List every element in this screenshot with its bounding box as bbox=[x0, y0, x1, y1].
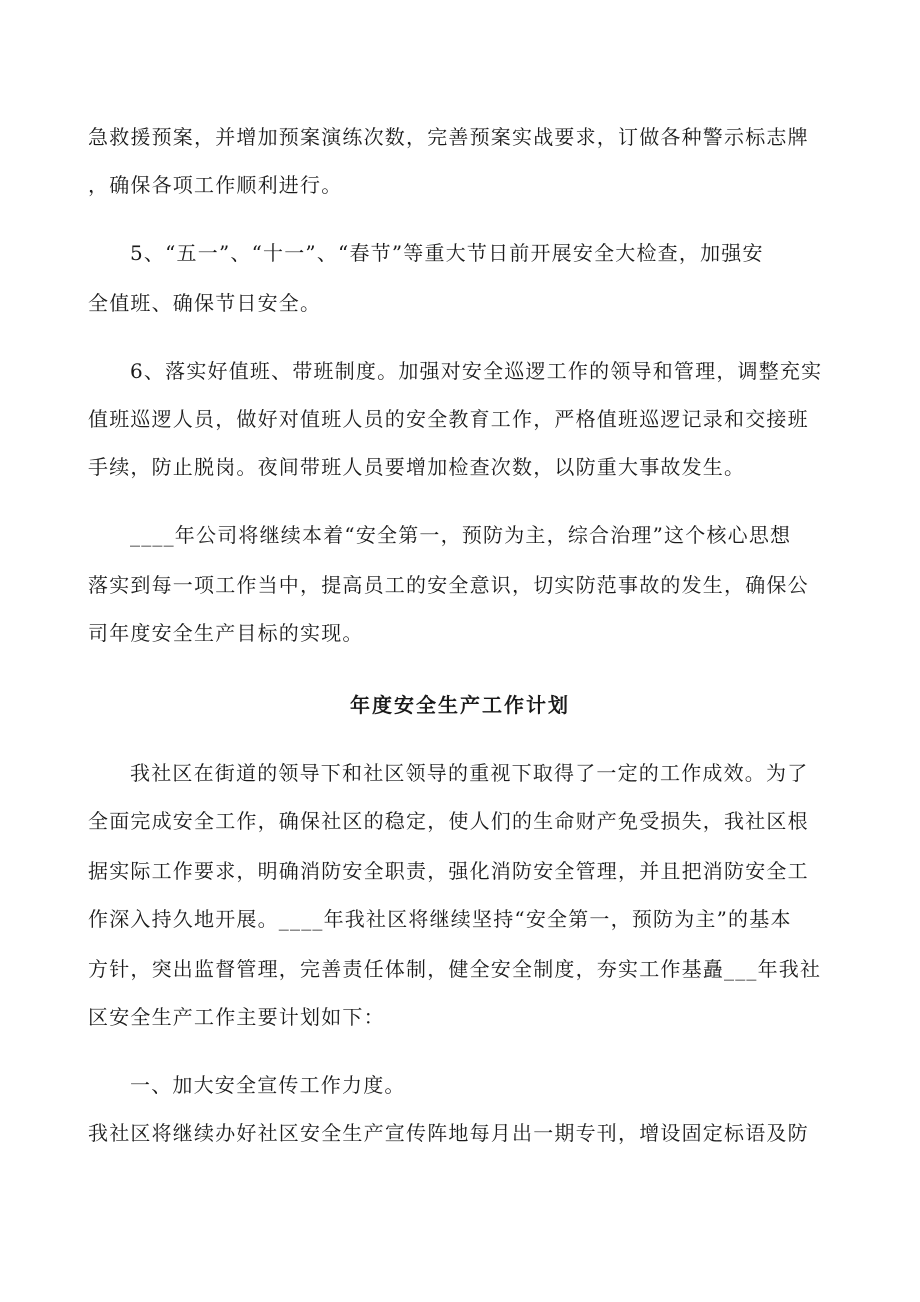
paragraph-2-line-1: 5、“五一”、“十一”、“春节”等重大节日前开展安全大检查，加强安 bbox=[130, 241, 764, 265]
paragraph-2-line-2: 全值班、确保节日安全。 bbox=[88, 291, 322, 315]
paragraph-5-line-4: 作深入持久地开展。____年我社区将继续坚持“安全第一，预防为主”的基本 bbox=[88, 907, 792, 931]
paragraph-5-line-3: 据实际工作要求，明确消防安全职责，强化消防安全管理，并且把消防安全工 bbox=[88, 859, 809, 883]
paragraph-3-line-1: 6、落实好值班、带班制度。加强对安全巡逻工作的领导和管理，调整充实 bbox=[130, 359, 823, 383]
paragraph-5-line-5: 方针，突出监督管理，完善责任体制，健全安全制度，夯实工作基矗___年我社 bbox=[88, 957, 822, 981]
paragraph-4-line-3: 司年度安全生产目标的实现。 bbox=[88, 621, 364, 645]
paragraph-6-heading: 一、加大安全宣传工作力度。 bbox=[130, 1073, 406, 1097]
paragraph-3-line-2: 值班巡逻人员，做好对值班人员的安全教育工作，严格值班巡逻记录和交接班 bbox=[88, 407, 809, 431]
paragraph-4-line-1: ____年公司将继续本着“安全第一，预防为主，综合治理”这个核心思想 bbox=[130, 523, 792, 547]
paragraph-7-line-1: 我社区将继续办好社区安全生产宣传阵地每月出一期专刊，增设固定标语及防 bbox=[88, 1121, 809, 1145]
paragraph-5-line-6: 区安全生产工作主要计划如下： bbox=[88, 1005, 385, 1029]
paragraph-1-line-1: 急救援预案，并增加预案演练次数，完善预案实战要求，订做各种警示标志牌 bbox=[88, 125, 809, 149]
paragraph-4-line-2: 落实到每一项工作当中，提高员工的安全意识，切实防范事故的发生，确保公 bbox=[88, 573, 809, 597]
paragraph-1-line-2: ，确保各项工作顺利进行。 bbox=[88, 173, 343, 197]
paragraph-5-line-2: 全面完成安全工作，确保社区的稳定，使人们的生命财产免受损失，我社区根 bbox=[88, 809, 809, 833]
paragraph-3-line-3: 手续，防止脱岗。夜间带班人员要增加检查次数，以防重大事故发生。 bbox=[88, 455, 746, 479]
section-title: 年度安全生产工作计划 bbox=[350, 693, 570, 717]
paragraph-5-line-1: 我社区在街道的领导下和社区领导的重视下取得了一定的工作成效。为了 bbox=[130, 761, 809, 785]
